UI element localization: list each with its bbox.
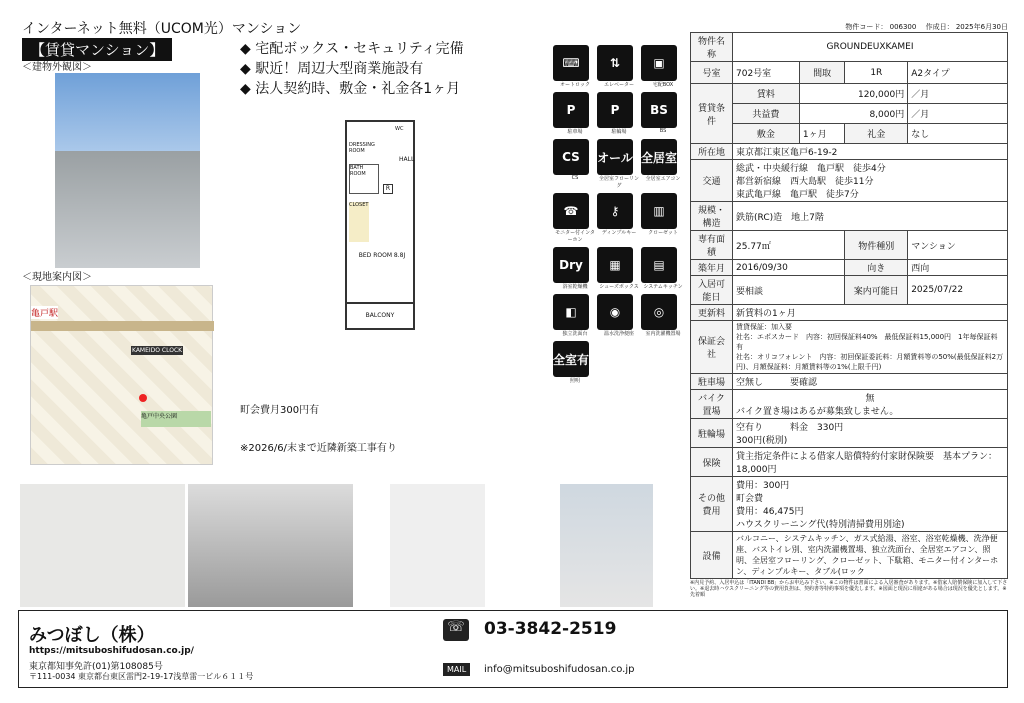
other-fees-value bbox=[733, 477, 1008, 532]
direction-label: 向き bbox=[845, 260, 908, 276]
bike-label: バイク置場 bbox=[691, 390, 733, 419]
amenity-label: 駐輪場 bbox=[611, 129, 627, 135]
map-station-label: 亀戸駅 bbox=[31, 306, 58, 319]
building-photo bbox=[55, 73, 200, 268]
common-per: ／月 bbox=[908, 104, 1008, 124]
delivery-box-icon: ▣ bbox=[641, 45, 677, 81]
all-rooms-icon: 全室有 bbox=[553, 341, 589, 377]
amenity-laundry bbox=[641, 294, 685, 337]
exterior-label: ＜建物外観図＞ bbox=[22, 62, 92, 73]
company-phone[interactable]: 03-3842-2519 bbox=[484, 619, 617, 639]
bs-icon: BS bbox=[641, 92, 677, 128]
amenity-delivery-box bbox=[641, 45, 685, 88]
kind-label: 物件種別 bbox=[845, 231, 908, 260]
guarantee-line-3: 社名：オリコフォレント 内容：初回保証委託料：月額賃料等の50%(最低保証料2万円)、月額保証料：月額賃料等の1%(上限千円) bbox=[736, 353, 1004, 371]
amenity-label: シューズボックス bbox=[599, 284, 639, 290]
mail-badge: MAIL bbox=[443, 663, 470, 676]
map-park: 亀戸中央公園 bbox=[141, 411, 211, 427]
amenity-icons bbox=[553, 45, 683, 384]
feature-2: ◆ 駅近！周辺大型商業施設有 bbox=[240, 61, 424, 77]
viewing-value: 2025/07/22 bbox=[908, 276, 1008, 305]
other-fee-2: 町会費 bbox=[736, 494, 764, 504]
amenity-label: 独立洗面台 bbox=[562, 331, 588, 337]
common-label: 共益費 bbox=[733, 104, 800, 124]
guarantee-line-2: 社名：エポスカード 内容：初回保証料40% 最低保証料15,000円 1年毎保証料有 bbox=[736, 333, 998, 351]
spec-sheet bbox=[690, 22, 1008, 598]
map-label: ＜現地案内図＞ bbox=[22, 272, 92, 283]
company-email[interactable]: info@mitsuboshifudosan.co.jp bbox=[484, 664, 635, 675]
amenity-label: 照明 bbox=[569, 378, 580, 384]
parking-label: 駐車場 bbox=[691, 374, 733, 390]
name-label: 物件名称 bbox=[691, 33, 733, 62]
rent-per: ／月 bbox=[908, 84, 1008, 104]
company-license: 東京都知事免許(01)第108085号 bbox=[29, 662, 163, 672]
other-fee-3: 費用：46,475円 bbox=[736, 507, 804, 517]
bike-value bbox=[733, 390, 1008, 419]
amenity-shoebox bbox=[597, 247, 641, 290]
photo-interior-1 bbox=[20, 484, 185, 607]
date-label: 作成日 bbox=[925, 23, 947, 31]
layout-label: 間取 bbox=[799, 62, 845, 84]
aircon-icon: 全居室 bbox=[641, 139, 677, 175]
floor-plan bbox=[345, 120, 415, 330]
separate-toilet-icon: ◧ bbox=[553, 294, 589, 330]
traffic-line-3: 東武亀戸線 亀戸駅 徒歩7分 bbox=[736, 190, 859, 200]
move-in-label: 入居可能日 bbox=[691, 276, 733, 305]
renewal-value: 新賃料の1ヶ月 bbox=[733, 305, 1008, 321]
amenity-label: BS bbox=[659, 128, 667, 134]
bike-note: バイク置き場はあるが募集致しません。 bbox=[736, 407, 899, 417]
amenity-parking bbox=[553, 92, 597, 135]
fp-wc: WC bbox=[395, 126, 404, 132]
listing-type-tag: 【賃貸マンション】 bbox=[22, 38, 172, 61]
amenity-autolock bbox=[553, 45, 597, 88]
washroom-icon: Dry bbox=[553, 247, 589, 283]
amenity-label: クローゼット bbox=[648, 230, 678, 236]
date-value: 2025年6月30日 bbox=[955, 23, 1008, 31]
bike-status: 無 bbox=[865, 394, 875, 404]
code-value: 006300 bbox=[889, 23, 917, 31]
amenity-label: CS bbox=[571, 175, 579, 181]
type-value: A2タイプ bbox=[908, 62, 1008, 84]
autolock-icon: ⌨ bbox=[553, 45, 589, 81]
amenity-all-rooms bbox=[553, 341, 597, 384]
page-title: インターネット無料（UCOM光）マンション bbox=[22, 21, 302, 37]
parking-icon: P bbox=[553, 92, 589, 128]
viewing-label: 案内可能日 bbox=[845, 276, 908, 305]
cond-label: 賃貸条件 bbox=[691, 84, 733, 144]
area-value: 25.77㎡ bbox=[733, 231, 845, 260]
amenity-label: 全居室エアコン bbox=[645, 176, 681, 182]
property-name: GROUNDEUXKAMEI bbox=[733, 33, 1008, 62]
equipment-value: バルコニー、システムキッチン、ガス式給湯、浴室、浴室乾燥機、洗浄便座、バストイレ別、室内洗濯機置場、独立洗面台、全居室エアコン、照明、全居室フローリング、クローゼット、下駄箱、モニター付インターホン、ディンプルキー、タブル(ロック bbox=[733, 532, 1008, 579]
other-fee-1: 費用：300円 bbox=[736, 481, 790, 491]
photo-kitchen bbox=[560, 484, 653, 607]
location-pin-icon bbox=[139, 394, 147, 402]
traffic-label: 交通 bbox=[691, 160, 733, 202]
amenity-label: ディンプルキー bbox=[601, 230, 637, 236]
amenity-dimple-key bbox=[597, 193, 641, 243]
fp-balcony: BALCONY bbox=[345, 302, 415, 328]
amenity-bs bbox=[641, 92, 685, 135]
cycle-note: 300円(税別) bbox=[736, 436, 788, 446]
feature-3: ◆ 法人契約時、敷金・礼金各1ヶ月 bbox=[240, 81, 461, 97]
amenity-label: 温水洗浄便座 bbox=[603, 331, 634, 337]
amenity-washlet bbox=[597, 294, 641, 337]
monitor-intercom-icon: ☎ bbox=[553, 193, 589, 229]
kind-value: マンション bbox=[908, 231, 1008, 260]
cycle-status: 空有り 料金 330円 bbox=[736, 423, 844, 433]
built-label: 築年月 bbox=[691, 260, 733, 276]
other-fees-label: その他費用 bbox=[691, 477, 733, 532]
deposit-value: 1ヶ月 bbox=[799, 124, 845, 144]
structure-value: 鉄筋(RC)造 地上7階 bbox=[733, 202, 1008, 231]
feature-list bbox=[240, 38, 464, 98]
washlet-icon: ◉ bbox=[597, 294, 633, 330]
structure-label: 規模・構造 bbox=[691, 202, 733, 231]
fp-r: R bbox=[383, 184, 393, 194]
amenity-closet bbox=[641, 193, 685, 243]
amenity-bicycle-parking bbox=[597, 92, 641, 135]
room-value: 702号室 bbox=[733, 62, 800, 84]
spec-header: 物件コード： 006300 作成日： 2025年6月30日 bbox=[845, 23, 1008, 31]
cycle-value bbox=[733, 419, 1008, 448]
fp-bath: BATH ROOM bbox=[349, 164, 379, 194]
rail-line bbox=[31, 321, 214, 331]
guarantee-value bbox=[733, 321, 1008, 374]
amenity-label: モニター付インターホン bbox=[555, 230, 595, 243]
phone-icon: ☏ bbox=[443, 619, 469, 641]
photo-interior-3 bbox=[390, 484, 485, 607]
guarantee-line-1: 賃貸保証：加入要 bbox=[736, 323, 792, 331]
amenity-washroom bbox=[553, 247, 597, 290]
amenity-aircon bbox=[641, 139, 685, 189]
amenity-label: 宅配BOX bbox=[652, 82, 674, 88]
direction-value: 西向 bbox=[908, 260, 1008, 276]
spec-table bbox=[690, 32, 1008, 579]
company-url[interactable]: https://mitsuboshifudosan.co.jp/ bbox=[29, 646, 194, 656]
rent-label: 賃料 bbox=[733, 84, 800, 104]
company-address: 〒111-0034 東京都台東区雷門2-19-17浅草雷一ビル６１１号 bbox=[29, 672, 254, 681]
traffic-line-1: 総武・中央緩行線 亀戸駅 徒歩4分 bbox=[736, 164, 886, 174]
key-money-label: 礼金 bbox=[845, 124, 908, 144]
amenity-cs bbox=[553, 139, 597, 189]
bicycle-parking-icon: P bbox=[597, 92, 633, 128]
company-name: みつぼし（株） bbox=[29, 625, 155, 646]
address-value: 東京都江東区亀戸6-19-2 bbox=[733, 144, 1008, 160]
amenity-label: エレベーター bbox=[603, 82, 634, 88]
cs-icon: CS bbox=[553, 139, 589, 175]
amenity-label: 全居室フローリング bbox=[598, 176, 639, 189]
code-label: 物件コード bbox=[845, 23, 881, 31]
construction-note: ※2026/6/末まで近隣新築工事有り bbox=[240, 443, 397, 454]
parking-value: 空無し 要確認 bbox=[733, 374, 1008, 390]
guarantee-label: 保証会社 bbox=[691, 321, 733, 374]
key-money-value: なし bbox=[908, 124, 1008, 144]
insurance-label: 保険 bbox=[691, 448, 733, 477]
laundry-icon: ◎ bbox=[641, 294, 677, 330]
flooring-icon: オール bbox=[597, 139, 633, 175]
traffic-line-2: 都営新宿線 西大島駅 徒歩11分 bbox=[736, 177, 874, 187]
address-label: 所在地 bbox=[691, 144, 733, 160]
fp-hall: HALL bbox=[399, 156, 415, 163]
deposit-label: 敷金 bbox=[733, 124, 800, 144]
room-label: 号室 bbox=[691, 62, 733, 84]
fp-dressing: DRESSING ROOM bbox=[349, 142, 375, 154]
photo-interior-2 bbox=[188, 484, 353, 607]
common-value: 8,000円 bbox=[799, 104, 907, 124]
insurance-value: 貸主指定条件による借家人賠償特約付家財保険要 基本プラン：18,000円 bbox=[733, 448, 1008, 477]
location-map bbox=[30, 285, 213, 465]
amenity-label: 駐車場 bbox=[567, 129, 583, 135]
renewal-label: 更新料 bbox=[691, 305, 733, 321]
amenity-flooring bbox=[597, 139, 641, 189]
association-fee-note: 町会費月300円有 bbox=[240, 405, 320, 416]
amenity-separate-toilet bbox=[553, 294, 597, 337]
company-footer bbox=[18, 610, 1008, 688]
amenity-label: 室内洗濯機置場 bbox=[645, 331, 681, 337]
amenity-label: 浴室乾燥機 bbox=[562, 284, 588, 290]
shoebox-icon: ▦ bbox=[597, 247, 633, 283]
other-fee-4: ハウスクリーニング代(特別清掃費用別途) bbox=[736, 520, 905, 530]
system-kitchen-icon: ▤ bbox=[641, 247, 677, 283]
fp-closet: CLOSET bbox=[349, 202, 369, 242]
layout-value: 1R bbox=[845, 62, 908, 84]
cycle-label: 駐輪場 bbox=[691, 419, 733, 448]
map-label-clock: KAMEIDO CLOCK bbox=[132, 347, 183, 354]
amenity-elevator bbox=[597, 45, 641, 88]
move-in-value: 要相談 bbox=[733, 276, 845, 305]
built-value: 2016/09/30 bbox=[733, 260, 845, 276]
fp-bedroom: BED ROOM 8.8J bbox=[358, 252, 406, 259]
amenity-label: システムキッチン bbox=[643, 284, 683, 290]
amenity-label: オートロック bbox=[560, 82, 590, 88]
equipment-label: 設備 bbox=[691, 532, 733, 579]
traffic-value bbox=[733, 160, 1008, 202]
feature-1: ◆ 宅配ボックス・セキュリティ完備 bbox=[240, 41, 464, 57]
area-label: 専有面積 bbox=[691, 231, 733, 260]
elevator-icon: ⇅ bbox=[597, 45, 633, 81]
amenity-monitor-intercom bbox=[553, 193, 597, 243]
closet-icon: ▥ bbox=[641, 193, 677, 229]
disclaimer: ※内見予約、入居申込は「ITANDI BB」からお申込み下さい。※この物件は書面による入居審査があります。※借家人賠償保険に加入して下さい。※退去時ハウスクリーニング等の費用負担は、契約書等特約事項を優先します。※図面と現況に相違がある場合は現況を優先とします。※先着順 bbox=[690, 580, 1008, 598]
rent-value: 120,000円 bbox=[799, 84, 907, 104]
dimple-key-icon: ⚷ bbox=[597, 193, 633, 229]
amenity-system-kitchen bbox=[641, 247, 685, 290]
